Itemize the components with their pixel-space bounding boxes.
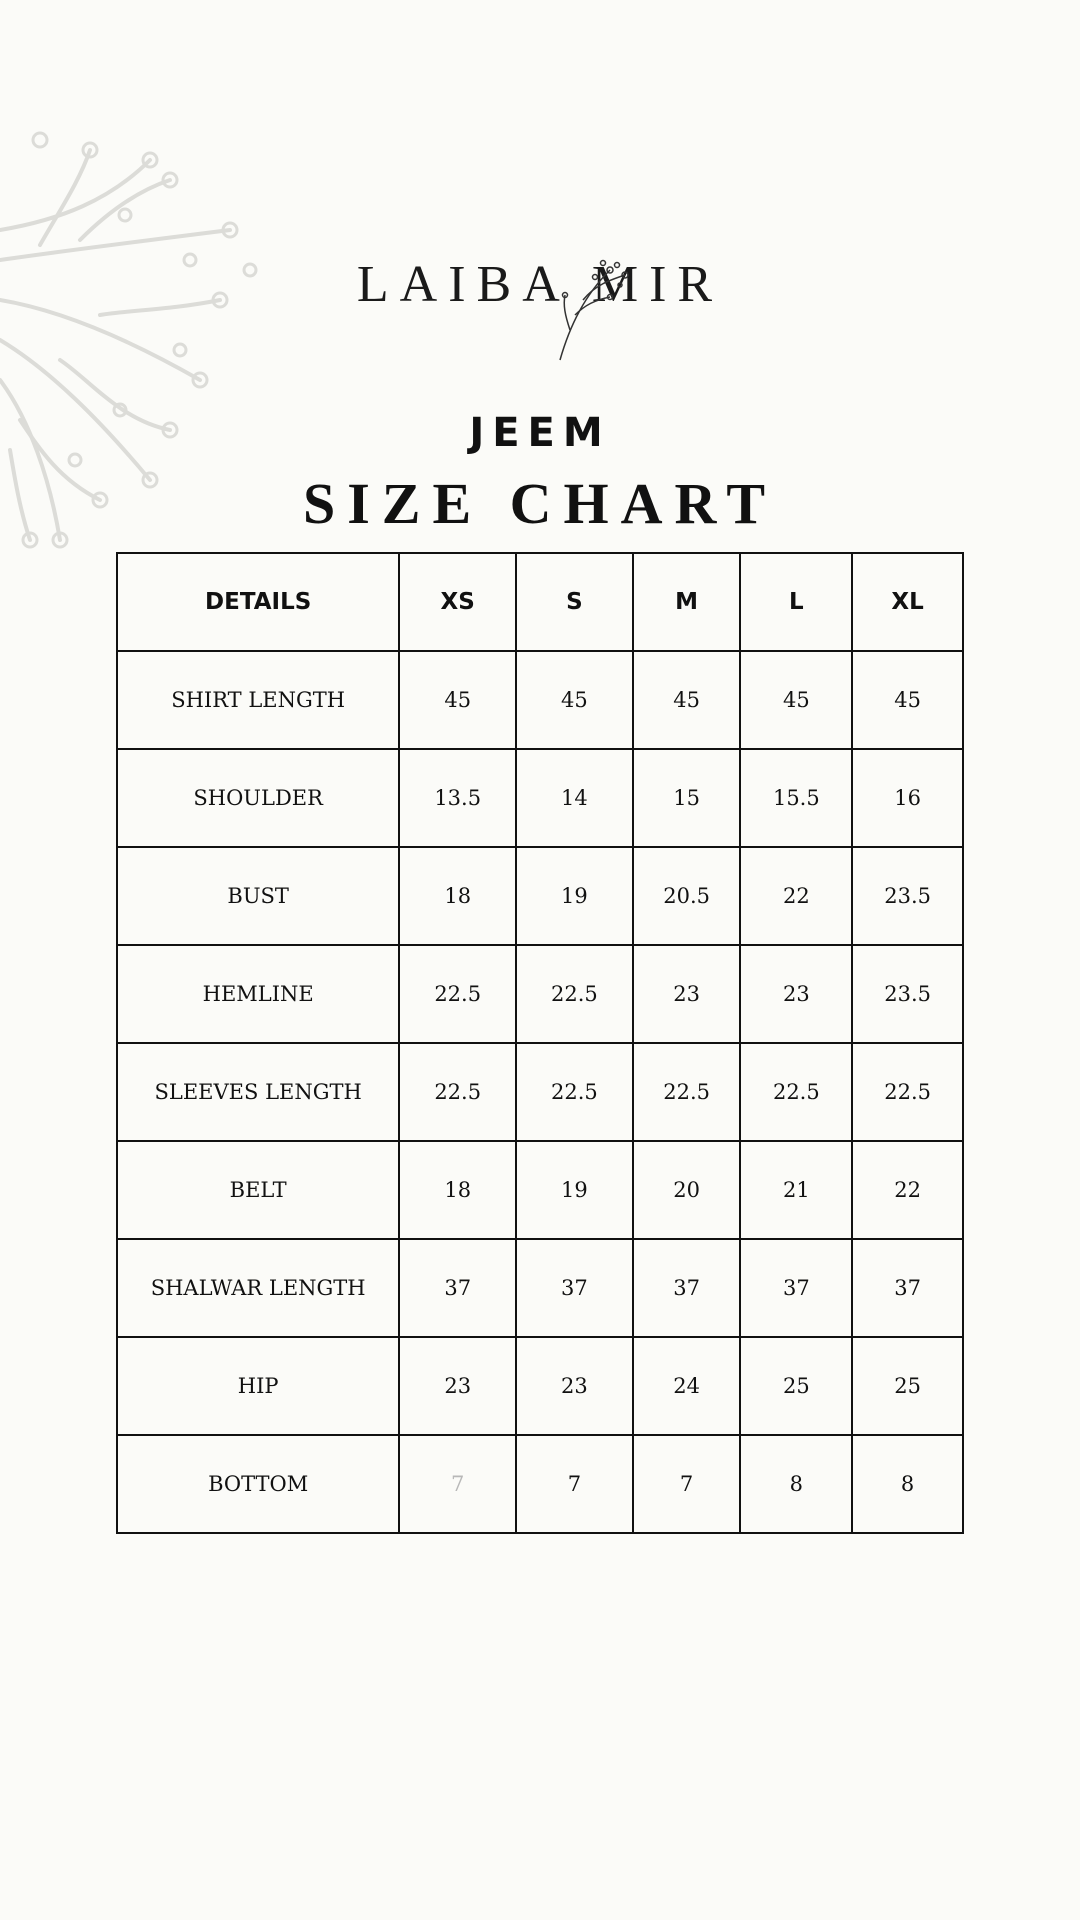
cell-value: 14 [516, 749, 633, 847]
row-label: SLEEVES LENGTH [117, 1043, 399, 1141]
cell-value: 25 [740, 1337, 852, 1435]
cell-value: 8 [740, 1435, 852, 1533]
cell-value: 45 [852, 651, 963, 749]
cell-value: 8 [852, 1435, 963, 1533]
cell-value: 16 [852, 749, 963, 847]
cell-value: 22.5 [399, 945, 516, 1043]
cell-value: 18 [399, 847, 516, 945]
cell-value: 19 [516, 1141, 633, 1239]
cell-value: 45 [740, 651, 852, 749]
row-label: BOTTOM [117, 1435, 399, 1533]
cell-value: 22.5 [852, 1043, 963, 1141]
table-row [117, 749, 963, 847]
table-row [117, 1239, 963, 1337]
cell-value: 23 [399, 1337, 516, 1435]
header-s: S [516, 553, 633, 651]
cell-value: 23.5 [852, 945, 963, 1043]
cell-value: 37 [516, 1239, 633, 1337]
cell-value: 22.5 [740, 1043, 852, 1141]
cell-value: 25 [852, 1337, 963, 1435]
table-row [117, 945, 963, 1043]
header-details: DETAILS [117, 553, 399, 651]
table-row [117, 1337, 963, 1435]
sprig-icon [555, 255, 635, 365]
row-label: SHALWAR LENGTH [117, 1239, 399, 1337]
cell-value: 22.5 [399, 1043, 516, 1141]
cell-value: 22 [852, 1141, 963, 1239]
cell-value: 23 [633, 945, 741, 1043]
cell-value: 24 [633, 1337, 741, 1435]
brand-logo [0, 255, 1080, 314]
table-row [117, 1141, 963, 1239]
table-row [117, 847, 963, 945]
cell-value: 22.5 [516, 945, 633, 1043]
row-label: HIP [117, 1337, 399, 1435]
header-m: M [633, 553, 741, 651]
row-label: BELT [117, 1141, 399, 1239]
cell-value: 22.5 [633, 1043, 741, 1141]
size-chart-table [116, 552, 964, 1534]
cell-value: 37 [740, 1239, 852, 1337]
collection-name: JEEM [469, 410, 611, 456]
cell-value: 37 [852, 1239, 963, 1337]
cell-value: 22 [740, 847, 852, 945]
table-row [117, 1435, 963, 1533]
cell-value: 15.5 [740, 749, 852, 847]
cell-value: 19 [516, 847, 633, 945]
cell-value: 23 [740, 945, 852, 1043]
cell-value: 21 [740, 1141, 852, 1239]
page-title: SIZE CHART [302, 471, 778, 536]
row-label: SHIRT LENGTH [117, 651, 399, 749]
cell-value: 37 [633, 1239, 741, 1337]
header-xs: XS [399, 553, 516, 651]
cell-value: 37 [399, 1239, 516, 1337]
header-xl: XL [852, 553, 963, 651]
cell-value: 18 [399, 1141, 516, 1239]
brand-name: LAIBA MIR [356, 256, 724, 313]
row-label: BUST [117, 847, 399, 945]
cell-value: 20 [633, 1141, 741, 1239]
row-label: HEMLINE [117, 945, 399, 1043]
cell-value: 13.5 [399, 749, 516, 847]
cell-value: 7 [633, 1435, 741, 1533]
cell-value: 45 [633, 651, 741, 749]
cell-value: 20.5 [633, 847, 741, 945]
cell-value: 45 [516, 651, 633, 749]
row-label: SHOULDER [117, 749, 399, 847]
header-l: L [740, 553, 852, 651]
cell-value: 23 [516, 1337, 633, 1435]
table-row [117, 1043, 963, 1141]
cell-value: 45 [399, 651, 516, 749]
cell-value: 7 [516, 1435, 633, 1533]
header-row [117, 553, 963, 651]
table-row [117, 651, 963, 749]
cell-value: 22.5 [516, 1043, 633, 1141]
cell-value: 7 [399, 1435, 516, 1533]
cell-value: 23.5 [852, 847, 963, 945]
cell-value: 15 [633, 749, 741, 847]
